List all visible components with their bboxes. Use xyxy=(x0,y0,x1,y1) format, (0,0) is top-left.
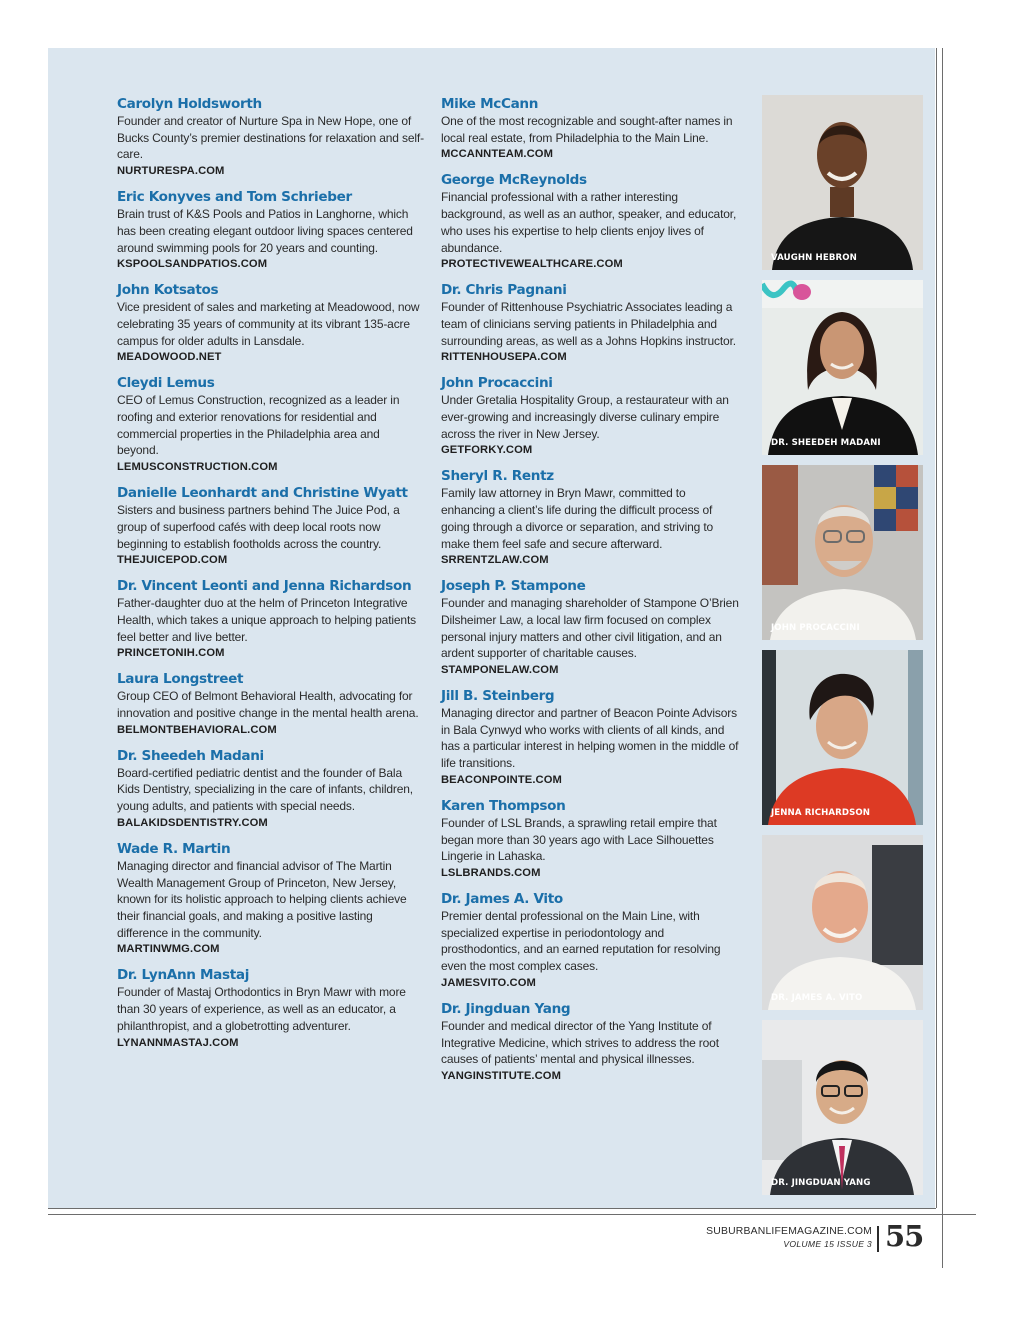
person-description: Financial professional with a rather interesting background, as well as an author, speaker, and educator, who uses his expertise to help clients enjoy lives of abundance. xyxy=(441,190,737,255)
person-description: Managing director and partner of Beacon Pointe Advisors in Bala Cynwyd who works with clients of all kinds, and has a particular interest in helping women in the middle of life transitions. xyxy=(441,706,739,771)
portrait-illustration xyxy=(762,95,923,270)
list-item xyxy=(441,375,741,458)
list-item xyxy=(117,841,424,958)
person-name: Dr. Jingduan Yang xyxy=(441,1000,571,1017)
person-description: Family law attorney in Bryn Mawr, committed to enhancing a client’s life during the difficult process of going through a divorce or separation, and striving to make them feel safe and secure afterward. xyxy=(441,486,714,551)
list-item xyxy=(441,798,741,881)
portrait-illustration xyxy=(762,835,923,1010)
list-item xyxy=(441,468,741,568)
portrait-illustration xyxy=(762,1020,923,1195)
person-website[interactable]: RITTENHOUSEPA.COM xyxy=(441,351,567,364)
list-item xyxy=(117,578,424,661)
person-website[interactable]: BELMONTBEHAVIORAL.COM xyxy=(117,723,277,736)
person-description: Vice president of sales and marketing at Meadowood, now celebrating 35 years of community at its vibrant 135-acre campus for older adults in Lansdale. xyxy=(117,300,420,348)
photo-caption: DR. JAMES A. VITO xyxy=(771,993,863,1003)
portrait-illustration xyxy=(762,280,923,455)
list-item xyxy=(117,748,424,831)
list-item xyxy=(441,578,741,678)
person-description: Managing director and financial advisor of The Martin Wealth Management Group of Princeton, New Jersey, known for its holistic approach to helping clients achieve their financial goals, and making a positive lasting difference in the community. xyxy=(117,858,407,940)
list-item xyxy=(117,96,424,179)
person-name: Sheryl R. Rentz xyxy=(441,468,554,485)
person-name: Dr. Sheedeh Madani xyxy=(117,747,264,764)
person-description: Brain trust of K&S Pools and Patios in Langhorne, which has been creating elegant outdoor living spaces centered around swimming pools for 20 years and counting. xyxy=(117,207,413,255)
person-name: John Procaccini xyxy=(441,375,553,392)
person-website[interactable]: NURTURESPA.COM xyxy=(117,165,225,178)
person-website[interactable]: PRINCETONIH.COM xyxy=(117,647,225,660)
page-number: 55 xyxy=(885,1219,924,1253)
person-website[interactable]: THEJUICEPOD.COM xyxy=(117,554,228,567)
bottom-rule-inner xyxy=(48,1208,936,1209)
left-column xyxy=(117,96,424,1061)
person-description: CEO of Lemus Construction, recognized as a leader in roofing and exterior renovations for residential and commercial properties in the Philadelphia area and beyond. xyxy=(117,393,400,458)
list-item xyxy=(117,485,424,568)
person-description: Founder of Mastaj Orthodontics in Bryn Mawr with more than 30 years of experience, as well as an educator, a philanthropist, and a globetrotting adventurer. xyxy=(117,985,406,1033)
middle-column xyxy=(441,96,741,1094)
person-name: Jill B. Steinberg xyxy=(441,688,555,705)
person-name: George McReynolds xyxy=(441,172,587,189)
list-item xyxy=(441,688,741,788)
person-description: Founder of LSL Brands, a sprawling retail empire that began more than 30 years ago with Lace Silhouettes Lingerie in Lahaska. xyxy=(441,815,717,864)
photo-caption: DR. JINGDUAN YANG xyxy=(771,1178,871,1188)
person-description: Premier dental professional on the Main Line, with specialized expertise in periodontology and prosthodontics, and an earned reputation for resolving even the most complex cases. xyxy=(441,908,721,974)
person-website[interactable]: MCCANNTEAM.COM xyxy=(441,148,554,161)
person-name: John Kotsatos xyxy=(117,282,219,299)
portrait-photo-2 xyxy=(762,280,923,455)
person-website[interactable]: JAMESVITO.COM xyxy=(441,976,536,989)
bottom-rule-outer xyxy=(48,1214,976,1215)
portrait-illustration xyxy=(762,465,923,640)
person-name: Dr. Vincent Leonti and Jenna Richardson xyxy=(117,578,412,595)
person-description: Board-certified pediatric dentist and the founder of Bala Kids Dentistry, specializing in the care of infants, children, young adults, and patients with special needs. xyxy=(117,765,413,814)
right-rule-outer xyxy=(942,48,943,1268)
footer-website[interactable]: SUBURBANLIFEMAGAZINE.COM xyxy=(706,1226,872,1237)
person-name: Mike McCann xyxy=(441,96,539,112)
list-item xyxy=(441,891,741,991)
person-name: Joseph P. Stampone xyxy=(441,578,586,595)
list-item xyxy=(441,172,741,272)
person-website[interactable]: PROTECTIVEWEALTHCARE.COM xyxy=(441,258,623,271)
list-item xyxy=(117,189,424,272)
portrait-illustration xyxy=(762,650,923,825)
person-name: Carolyn Holdsworth xyxy=(117,96,262,112)
person-description: Founder and medical director of the Yang Institute of Integrative Medicine, which strives to address the root causes of patients’ mental and physical illnesses. xyxy=(441,1018,719,1067)
person-name: Danielle Leonhardt and Christine Wyatt xyxy=(117,485,408,502)
right-rule-inner xyxy=(936,48,937,1208)
person-website[interactable]: LYNANNMASTAJ.COM xyxy=(117,1036,239,1049)
portrait-photo-4 xyxy=(762,650,923,825)
person-description: Group CEO of Belmont Behavioral Health, advocating for innovation and positive change in the mental health arena. xyxy=(117,689,419,721)
portrait-photo-6 xyxy=(762,1020,923,1195)
person-description: One of the most recognizable and sought-after names in local real estate, from Philadelphia to the Main Line. xyxy=(441,114,733,145)
photo-caption: JENNA RICHARDSON xyxy=(771,808,871,818)
person-description: Under Gretalia Hospitality Group, a restaurateur with an ever-growing and increasingly diverse culinary empire across the river in New Jersey. xyxy=(441,393,729,441)
person-website[interactable]: MEADOWOOD.NET xyxy=(117,351,222,364)
person-name: Cleydi Lemus xyxy=(117,375,215,392)
person-description: Father-daughter duo at the helm of Princeton Integrative Health, which takes a unique approach to helping patients feel better and live better. xyxy=(117,596,416,644)
footer-issue: VOLUME 15 ISSUE 3 xyxy=(783,1239,872,1249)
person-name: Karen Thompson xyxy=(441,797,566,814)
list-item xyxy=(441,96,741,162)
person-website[interactable]: KSPOOLSANDPATIOS.COM xyxy=(117,258,268,271)
page-number-divider xyxy=(877,1226,879,1252)
person-name: Dr. Chris Pagnani xyxy=(441,282,567,299)
photo-caption: VAUGHN HEBRON xyxy=(771,253,857,263)
person-name: Wade R. Martin xyxy=(117,840,231,857)
person-name: Dr. LynAnn Mastaj xyxy=(117,967,250,984)
portrait-photo-5 xyxy=(762,835,923,1010)
person-website[interactable]: YANGINSTITUTE.COM xyxy=(441,1069,562,1082)
person-website[interactable]: BEACONPOINTE.COM xyxy=(441,773,562,786)
list-item xyxy=(117,671,424,737)
footer-publication xyxy=(706,1225,872,1250)
photo-caption: JOHN PROCACCINI xyxy=(771,623,860,633)
person-description: Sisters and business partners behind The Juice Pod, a group of superfood cafés with deep local roots now beginning to establish footholds across the country. xyxy=(117,503,400,551)
person-description: Founder and creator of Nurture Spa in New Hope, one of Bucks County’s premier destinations for relaxation and self-care. xyxy=(117,114,424,162)
person-name: Laura Longstreet xyxy=(117,671,244,688)
person-name: Eric Konyves and Tom Schrieber xyxy=(117,189,352,206)
list-item xyxy=(117,967,424,1050)
person-description: Founder of Rittenhouse Psychiatric Associates leading a team of clinicians serving patients in Philadelphia and surrounding areas, as well as a Johns Hopkins instructor. xyxy=(441,300,736,348)
list-item xyxy=(117,375,424,475)
person-name: Dr. James A. Vito xyxy=(441,890,563,907)
person-website[interactable]: GETFORKY.COM xyxy=(441,444,533,457)
person-website[interactable]: BALAKIDSDENTISTRY.COM xyxy=(117,816,268,829)
list-item xyxy=(441,1001,741,1084)
person-website[interactable]: STAMPONELAW.COM xyxy=(441,664,559,677)
person-website[interactable]: LEMUSCONSTRUCTION.COM xyxy=(117,461,278,474)
person-website[interactable]: SRRENTZLAW.COM xyxy=(441,554,549,567)
portrait-photo-3 xyxy=(762,465,923,640)
photo-caption: DR. SHEEDEH MADANI xyxy=(771,438,881,448)
list-item xyxy=(117,282,424,365)
person-website[interactable]: LSLBRANDS.COM xyxy=(441,866,541,879)
person-website[interactable]: MARTINWMG.COM xyxy=(117,943,220,956)
portrait-photo-1 xyxy=(762,95,923,270)
list-item xyxy=(441,282,741,365)
person-description: Founder and managing shareholder of Stampone O’Brien Dilsheimer Law, a local law firm focused on complex personal injury matters and other civil litigation, and an ardent supporter of charitable causes. xyxy=(441,596,739,661)
